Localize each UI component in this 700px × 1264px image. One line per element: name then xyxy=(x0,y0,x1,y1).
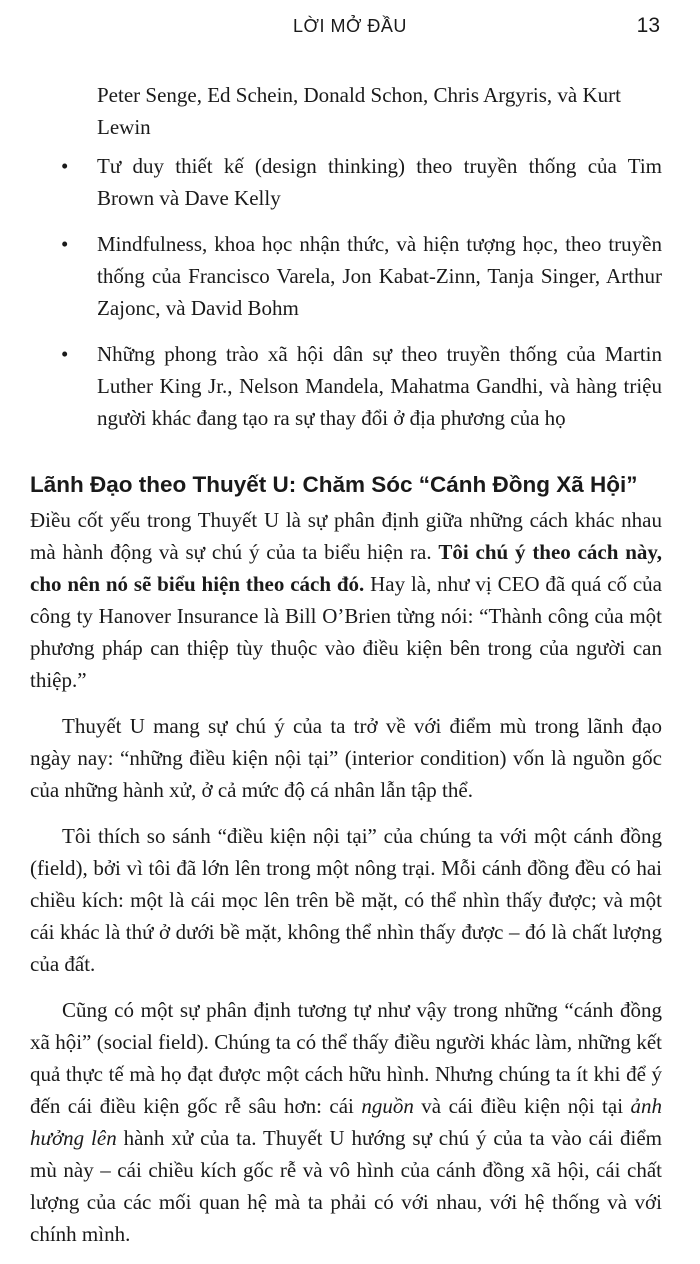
list-item xyxy=(30,338,662,434)
paragraph xyxy=(30,504,662,696)
paragraph: Tôi thích so sánh “điều kiện nội tại” của chúng ta với một cánh đồng (field), bởi vì tôi đã lớn lên trong một nông trại. Mỗi cánh đồng đều có hai chiều kích: một là cái mọc lên trên bề mặt, có thể nhìn thấy được; và một cái khác là thứ ở dưới bề mặt, không thể nhìn thấy được – đó là chất lượng của đất. xyxy=(30,824,662,976)
list-item-text: Những phong trào xã hội dân sự theo truyền thống của Martin Luther King Jr., Nelson Mandela, Mahatma Gandhi, và hàng triệu người khác đang tạo ra sự thay đổi ở địa phương của họ xyxy=(97,342,662,430)
tradition-bullet-list xyxy=(30,150,662,434)
running-header xyxy=(0,14,700,42)
paragraph-text: Cũng có một sự phân định tương tự như vậy trong những “cánh đồng xã hội” (social field). Chúng ta có thể thấy điều người khác làm, những kết quả thực tế mà họ đạt được một cách hữu hình. Nhưng chúng ta ít khi để ý đến cái điều kiện gốc rễ sâu hơn: cái xyxy=(30,998,662,1118)
paragraph-text: và cái điều kiện nội tại xyxy=(413,1094,631,1118)
bullet-icon: • xyxy=(61,154,69,178)
paragraph: Thuyết U mang sự chú ý của ta trở về với điểm mù trong lãnh đạo ngày nay: “những điều kiện nội tại” (interior condition) vốn là nguồn gốc của những hành xử, ở cả mức độ cá nhân lẫn tập thể. xyxy=(30,714,662,802)
paragraph xyxy=(30,994,662,1250)
italic-emphasis: ảnh hưởng lên xyxy=(30,1094,662,1150)
list-item xyxy=(30,150,662,214)
list-item xyxy=(30,228,662,324)
paragraph-text: Điều cốt yếu trong Thuyết U là sự phân định giữa những cách khác nhau mà hành động và sự chú ý của ta biểu hiện ra. xyxy=(30,508,662,564)
paragraph-text: hành xử của ta. Thuyết U hướng sự chú ý của ta vào cái điểm mù này – cái chiều kích gốc rễ và vô hình của cánh đồng xã hội, cái chất lượng của các mối quan hệ mà ta phải có với nhau, với hệ thống và với chính mình. xyxy=(30,1126,662,1246)
bold-emphasis: Tôi chú ý theo cách này, cho nên nó sẽ biểu hiện theo cách đó. xyxy=(30,540,662,596)
running-title: LỜI MỞ ĐẦU xyxy=(293,16,407,36)
section-body xyxy=(30,504,662,1264)
list-item-text: Mindfulness, khoa học nhận thức, và hiện tượng học, theo truyền thống của Francisco Varela, Jon Kabat-Zinn, Tanja Singer, Arthur Zajonc, và David Bohm xyxy=(97,232,662,320)
paragraph-text: Hay là, như vị CEO đã quá cố của công ty Hanover Insurance là Bill O’Brien từng nói: “Thành công của một phương pháp can thiệp tùy thuộc vào điều kiện bên trong của người can thiệp.” xyxy=(30,572,663,692)
page-number: 13 xyxy=(636,14,660,37)
list-item-text: Tư duy thiết kế (design thinking) theo truyền thống của Tim Brown và Dave Kelly xyxy=(97,154,662,210)
bullet-icon: • xyxy=(61,342,69,366)
italic-emphasis: nguồn xyxy=(361,1094,414,1118)
bullet-icon: • xyxy=(61,232,69,256)
section-heading: Lãnh Đạo theo Thuyết U: Chăm Sóc “Cánh Đồng Xã Hội” xyxy=(30,471,638,497)
list-continuation-text: Peter Senge, Ed Schein, Donald Schon, Chris Argyris, và Kurt Lewin xyxy=(97,83,621,139)
